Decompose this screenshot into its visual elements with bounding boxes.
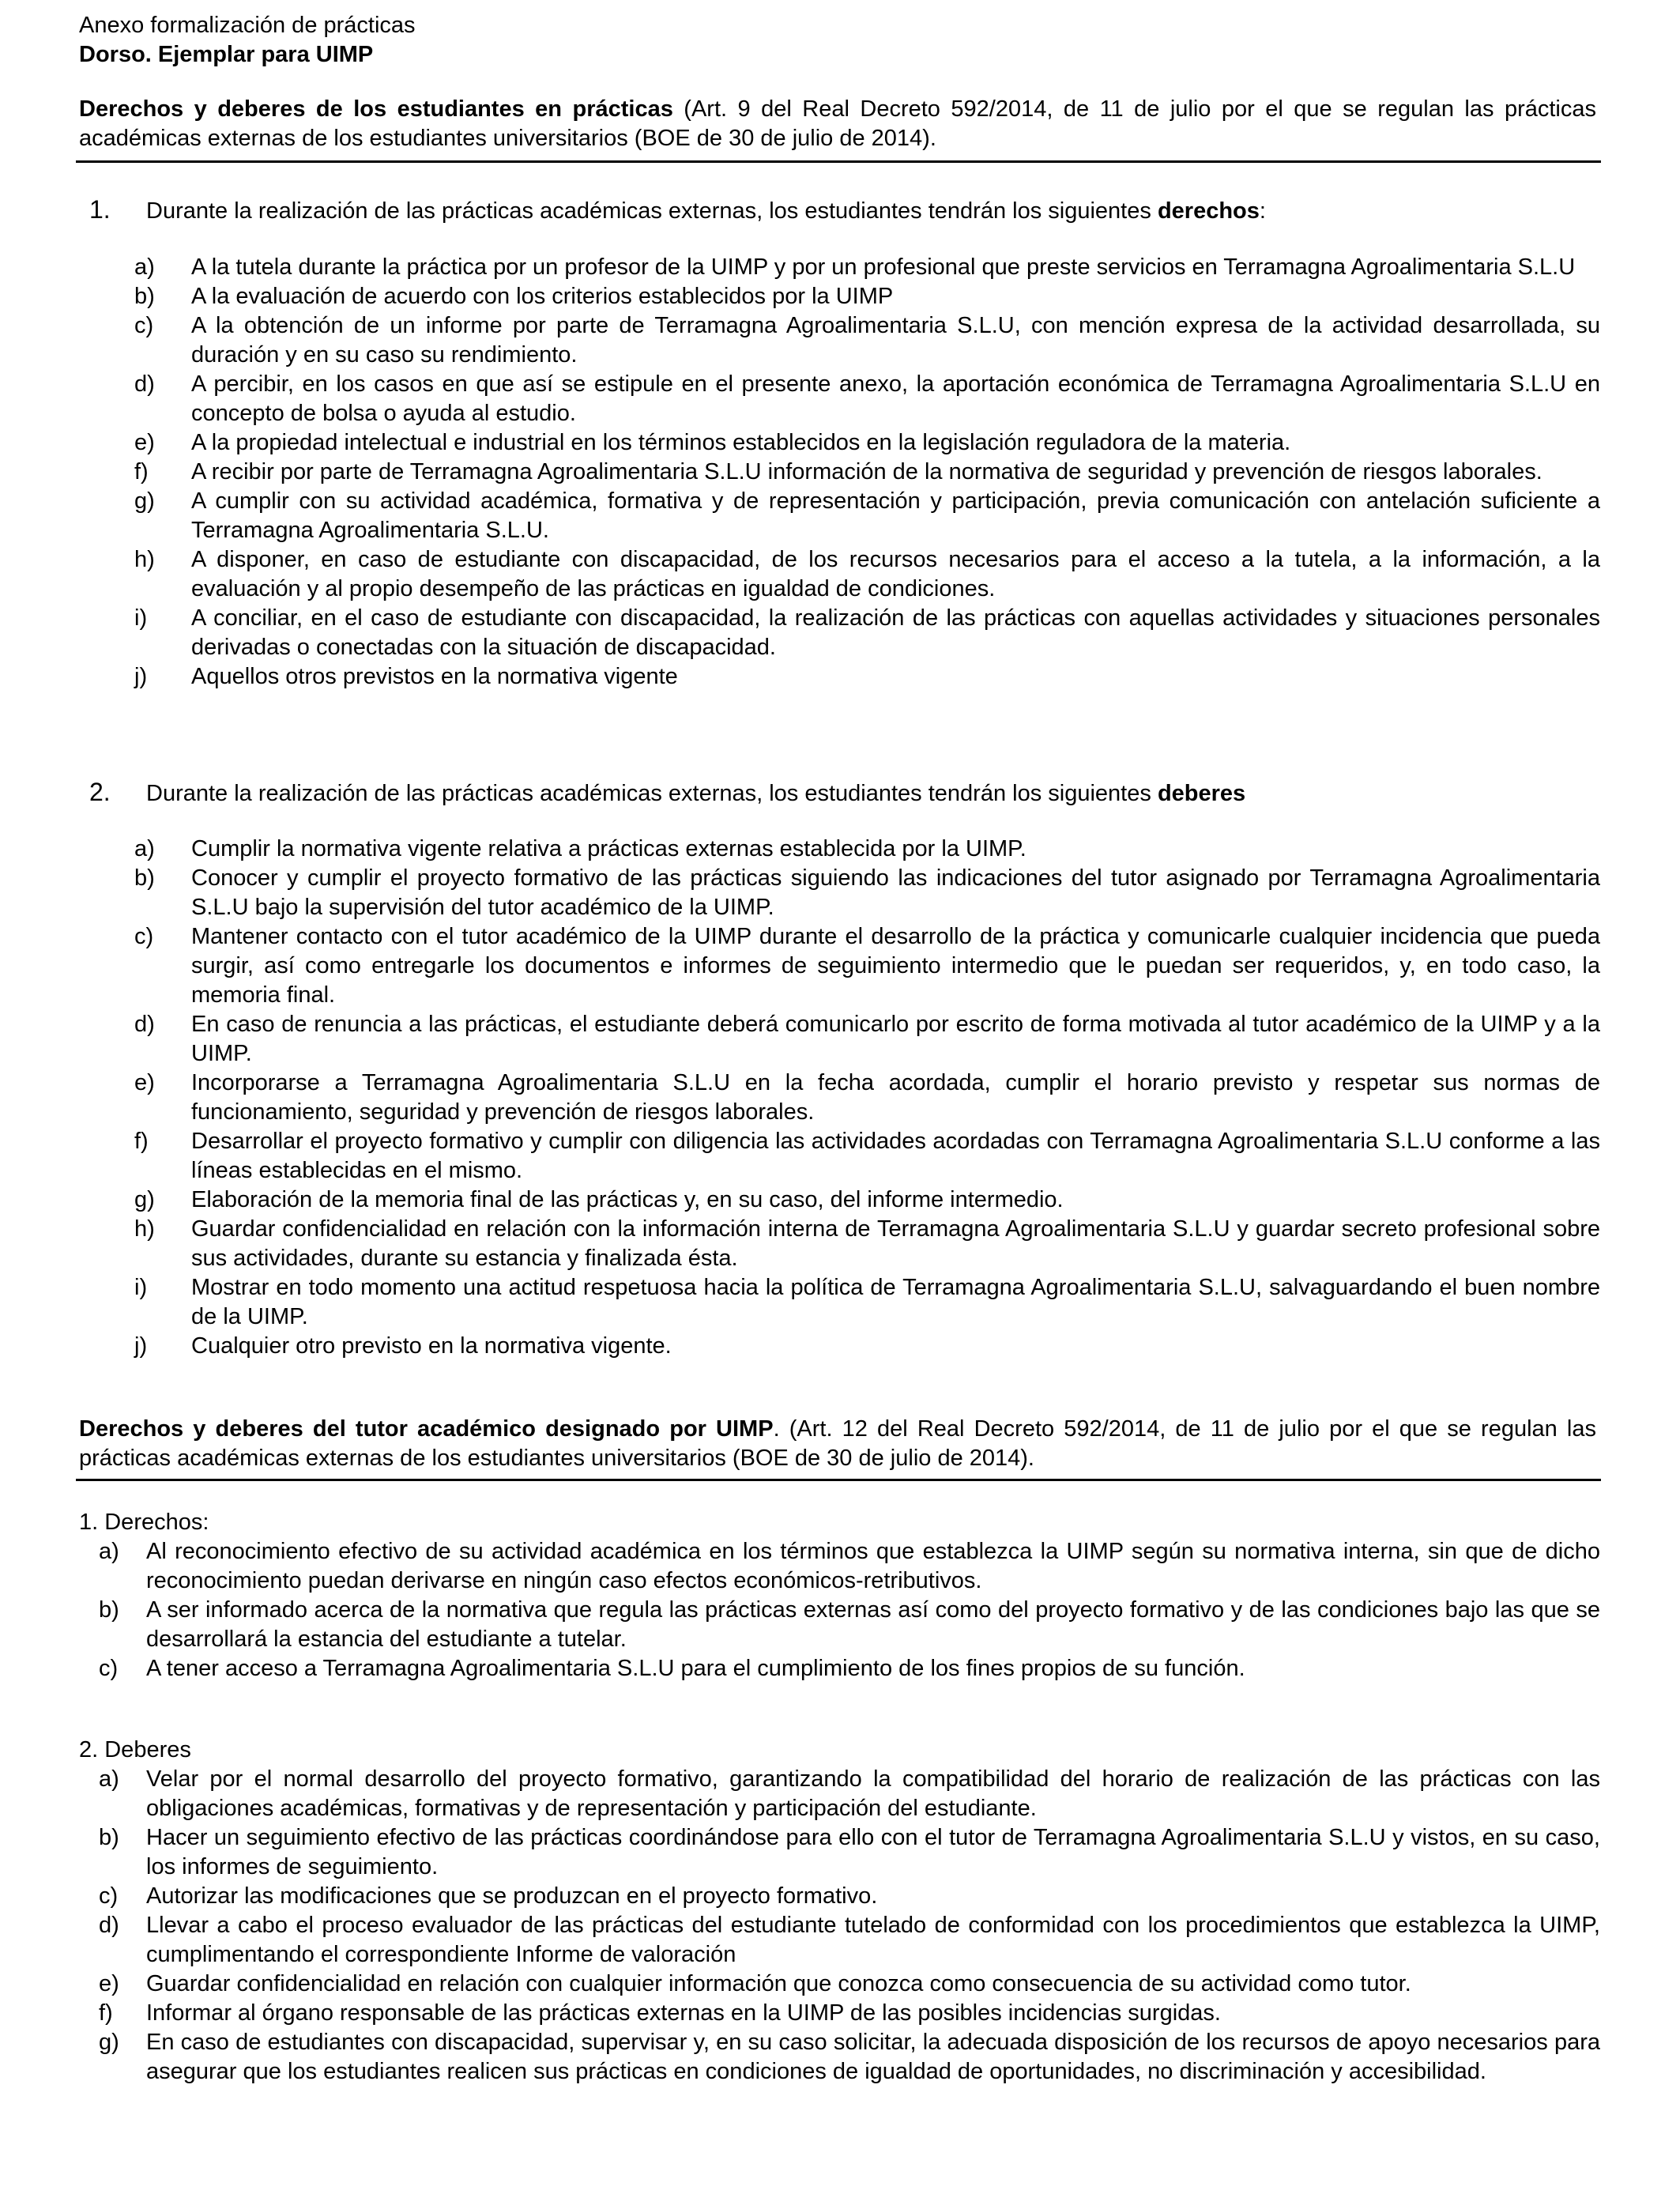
list-item-text: A la tutela durante la práctica por un profesor de la UIMP y por un profesional que preste servicios en Terramagna Agroalimentaria S.L.U [191, 254, 1576, 280]
list-item-text: Mantener contacto con el tutor académico de la UIMP durante el desarrollo de la práctica y comunicarle cualquier incidencia que pueda surgir, así como entregarle los documentos e informes de seguimiento intermedio que le puedan ser requeridos, y, en todo caso, la memoria final. [191, 924, 1600, 1008]
rights-intro-keyword: derechos [1157, 198, 1260, 224]
list-item-label: j) [134, 1333, 148, 1359]
list-item-label: g) [99, 2030, 119, 2055]
rights-intro-text: Durante la realización de las prácticas académicas externas, los estudiantes tendrán los siguientes [146, 198, 1158, 224]
student-duties-list [134, 835, 1600, 1361]
list-item-label: f) [134, 1129, 149, 1154]
list-item-text: En caso de estudiantes con discapacidad, supervisar y, en su caso solicitar, la adecuada disposición de los recursos de apoyo necesarios para asegurar que los estudiantes realicen sus prácticas en condiciones de igualdad de oportunidades, no discriminación y accesibilidad. [146, 2030, 1600, 2084]
list-item-label: c) [99, 1656, 119, 1681]
list-item-label: d) [134, 1012, 155, 1037]
tutor-right-item [99, 1596, 1600, 1654]
list-item-text: A tener acceso a Terramagna Agroalimentaria S.L.U para el cumplimiento de los fines propios de su función. [146, 1656, 1245, 1681]
list-item-label: b) [134, 865, 155, 891]
tutor-rights-heading: 1. Derechos: [79, 1510, 209, 1535]
list-item-text: Guardar confidencialidad en relación con cualquier información que conozca como consecuencia de su actividad como tutor. [146, 1971, 1411, 1996]
list-item-text: A percibir, en los casos en que así se estipule en el presente anexo, la aportación económica de Terramagna Agroalimentaria S.L.U en concepto de bolsa o ayuda al estudio. [191, 371, 1600, 426]
list-item-text: Autorizar las modificaciones que se produzcan en el proyecto formativo. [146, 1883, 878, 1909]
list-item-text: A conciliar, en el caso de estudiante con discapacidad, la realización de las prácticas con aquellas actividades y situaciones personales derivadas o conectadas con la situación de discapacidad. [191, 605, 1600, 660]
list-item-text: A disponer, en caso de estudiante con discapacidad, de los recursos necesarios para el acceso a la tutela, a la información, a la evaluación y al propio desempeño de las prácticas en igualdad de condiciones. [191, 547, 1600, 601]
list-item-label: i) [134, 605, 148, 631]
list-item-label: a) [134, 254, 155, 280]
section-rule [76, 1479, 1601, 1481]
list-item-text: A ser informado acerca de la normativa que regula las prácticas externas así como del proyecto formativo y de las condiciones bajo las que se desarrollará la estancia del estudiante a tutelar. [146, 1597, 1600, 1652]
list-item-text: Mostrar en todo momento una actitud respetuosa hacia la política de Terramagna Agroalimentaria S.L.U, salvaguardando el buen nombre de la UIMP. [191, 1275, 1600, 1329]
list-item-label: f) [99, 2000, 113, 2026]
right-item [134, 370, 1600, 428]
list-item-text: A recibir por parte de Terramagna Agroalimentaria S.L.U información de la normativa de seguridad y prevención de riesgos laborales. [191, 459, 1543, 484]
list-item-text: Informar al órgano responsable de las prácticas externas en la UIMP de las posibles incidencias surgidas. [146, 2000, 1221, 2026]
annex-title: Anexo formalización de prácticas [79, 13, 416, 38]
tutor-duty-item [99, 1970, 1600, 1999]
students-title-reference: (Art. 9 del Real Decreto 592/2014, de 11 de julio por el que se regulan las prácticas académicas externas de los estudiantes universitarios (BOE de 30 de julio de 2014). [79, 96, 1597, 151]
duty-item [134, 1069, 1600, 1127]
list-item-label: e) [134, 430, 155, 455]
duties-intro-keyword: deberes [1157, 781, 1246, 806]
right-item [134, 604, 1600, 662]
right-item [134, 253, 1600, 282]
duty-item [134, 1215, 1600, 1273]
list-item-label: d) [134, 371, 155, 397]
list-item-label: h) [134, 547, 155, 572]
list-item-label: c) [99, 1883, 119, 1909]
tutor-right-item [99, 1654, 1600, 1683]
tutor-section-title [79, 1415, 1596, 1473]
right-item [134, 282, 1600, 311]
students-section-title [79, 95, 1596, 153]
list-item-text: Incorporarse a Terramagna Agroalimentaria S.L.U en la fecha acordada, cumplir el horario previsto y respetar sus normas de funcionamiento, seguridad y prevención de riesgos laborales. [191, 1070, 1600, 1125]
list-item-label: a) [99, 1539, 119, 1564]
tutor-duties-heading: 2. Deberes [79, 1737, 191, 1762]
tutor-duty-item [99, 1911, 1600, 1970]
duties-intro-text: Durante la realización de las prácticas académicas externas, los estudiantes tendrán los siguientes [146, 781, 1158, 806]
right-item [134, 662, 1600, 692]
duty-item [134, 1273, 1600, 1332]
list-item-text: Cualquier otro previsto en la normativa vigente. [191, 1333, 672, 1359]
duties-intro [146, 779, 1245, 809]
tutor-title-reference: . (Art. 12 del Real Decreto 592/2014, de 11 de julio por el que se regulan las prácticas académicas externas de los estudiantes universitarios (BOE de 30 de julio de 2014). [79, 1416, 1596, 1471]
list-item-label: f) [134, 459, 149, 484]
tutor-duty-item [99, 1823, 1600, 1882]
duty-item [134, 1010, 1600, 1069]
list-item-text: Al reconocimiento efectivo de su actividad académica en los términos que establezca la UIMP según su normativa interna, sin que de dicho reconocimiento puedan derivarse en ningún caso efectos económicos-retributivos. [146, 1539, 1600, 1593]
tutor-duty-item [99, 1882, 1600, 1911]
list-item-text: Cumplir la normativa vigente relativa a prácticas externas establecida por la UIMP. [191, 836, 1026, 861]
duty-item [134, 1127, 1600, 1186]
list-item-label: h) [134, 1216, 155, 1242]
list-item-text: Aquellos otros previstos en la normativa vigente [191, 664, 678, 689]
rights-intro-end: : [1259, 198, 1266, 224]
list-item-label: e) [99, 1971, 119, 1996]
right-item [134, 428, 1600, 458]
list-item-text: A la obtención de un informe por parte de Terramagna Agroalimentaria S.L.U, con mención expresa de la actividad desarrollada, su duración y en su caso su rendimiento. [191, 313, 1600, 368]
list-item-label: a) [99, 1766, 119, 1792]
tutor-duty-item [99, 1999, 1600, 2028]
rights-number: 1. [89, 195, 111, 224]
list-item-text: A la propiedad intelectual e industrial en los términos establecidos en la legislación reguladora de la materia. [191, 430, 1291, 455]
document-header [79, 11, 416, 70]
student-rights-list [134, 253, 1600, 692]
list-item-label: b) [99, 1825, 119, 1850]
tutor-duty-item [99, 2028, 1600, 2087]
right-item [134, 545, 1600, 604]
duty-item [134, 1332, 1600, 1361]
list-item-label: b) [99, 1597, 119, 1623]
list-item-text: Velar por el normal desarrollo del proyecto formativo, garantizando la compatibilidad del horario de realización de las prácticas con las obligaciones académicas, formativas y de representación y participación del estudiante. [146, 1766, 1600, 1821]
list-item-text: A cumplir con su actividad académica, formativa y de representación y participación, previa comunicación con antelación suficiente a Terramagna Agroalimentaria S.L.U. [191, 488, 1600, 543]
list-item-label: i) [134, 1275, 148, 1300]
list-item-text: Conocer y cumplir el proyecto formativo de las prácticas siguiendo las indicaciones del tutor asignado por Terramagna Agroalimentaria S.L.U bajo la supervisión del tutor académico de la UIMP. [191, 865, 1600, 920]
list-item-text: Llevar a cabo el proceso evaluador de las prácticas del estudiante tutelado de conformidad con los procedimientos que establezca la UIMP, cumplimentando el correspondiente Informe de valoración [146, 1913, 1600, 1967]
right-item [134, 487, 1600, 545]
rights-intro [146, 197, 1266, 226]
tutor-right-item [99, 1537, 1600, 1596]
duty-item [134, 1186, 1600, 1215]
list-item-label: g) [134, 1187, 155, 1212]
list-item-text: A la evaluación de acuerdo con los criterios establecidos por la UIMP [191, 284, 894, 309]
tutor-title-bold: Derechos y deberes del tutor académico designado por UIMP [79, 1416, 774, 1442]
list-item-text: Hacer un seguimiento efectivo de las prácticas coordinándose para ello con el tutor de Terramagna Agroalimentaria S.L.U y vistos, en su caso, los informes de seguimiento. [146, 1825, 1600, 1879]
section-rule [76, 160, 1601, 163]
right-item [134, 458, 1600, 487]
copy-label: Dorso. Ejemplar para UIMP [79, 42, 374, 67]
tutor-rights-list [99, 1537, 1600, 1683]
list-item-label: g) [134, 488, 155, 514]
list-item-label: b) [134, 284, 155, 309]
students-title-bold: Derechos y deberes de los estudiantes en prácticas [79, 96, 673, 122]
list-item-label: c) [134, 313, 154, 338]
duty-item [134, 922, 1600, 1010]
duties-number: 2. [89, 778, 111, 806]
list-item-label: d) [99, 1913, 119, 1938]
list-item-label: c) [134, 924, 154, 949]
list-item-label: j) [134, 664, 148, 689]
list-item-text: Desarrollar el proyecto formativo y cumplir con diligencia las actividades acordadas con Terramagna Agroalimentaria S.L.U conforme a las líneas establecidas en el mismo. [191, 1129, 1600, 1183]
list-item-label: e) [134, 1070, 155, 1095]
tutor-duties-list [99, 1765, 1600, 2087]
list-item-text: En caso de renuncia a las prácticas, el estudiante deberá comunicarlo por escrito de forma motivada al tutor académico de la UIMP y a la UIMP. [191, 1012, 1600, 1066]
duty-item [134, 835, 1600, 864]
list-item-text: Elaboración de la memoria final de las prácticas y, en su caso, del informe intermedio. [191, 1187, 1064, 1212]
tutor-duty-item [99, 1765, 1600, 1823]
list-item-text: Guardar confidencialidad en relación con la información interna de Terramagna Agroalimentaria S.L.U y guardar secreto profesional sobre sus actividades, durante su estancia y finalizada ésta. [191, 1216, 1600, 1271]
right-item [134, 311, 1600, 370]
duty-item [134, 864, 1600, 922]
list-item-label: a) [134, 836, 155, 861]
